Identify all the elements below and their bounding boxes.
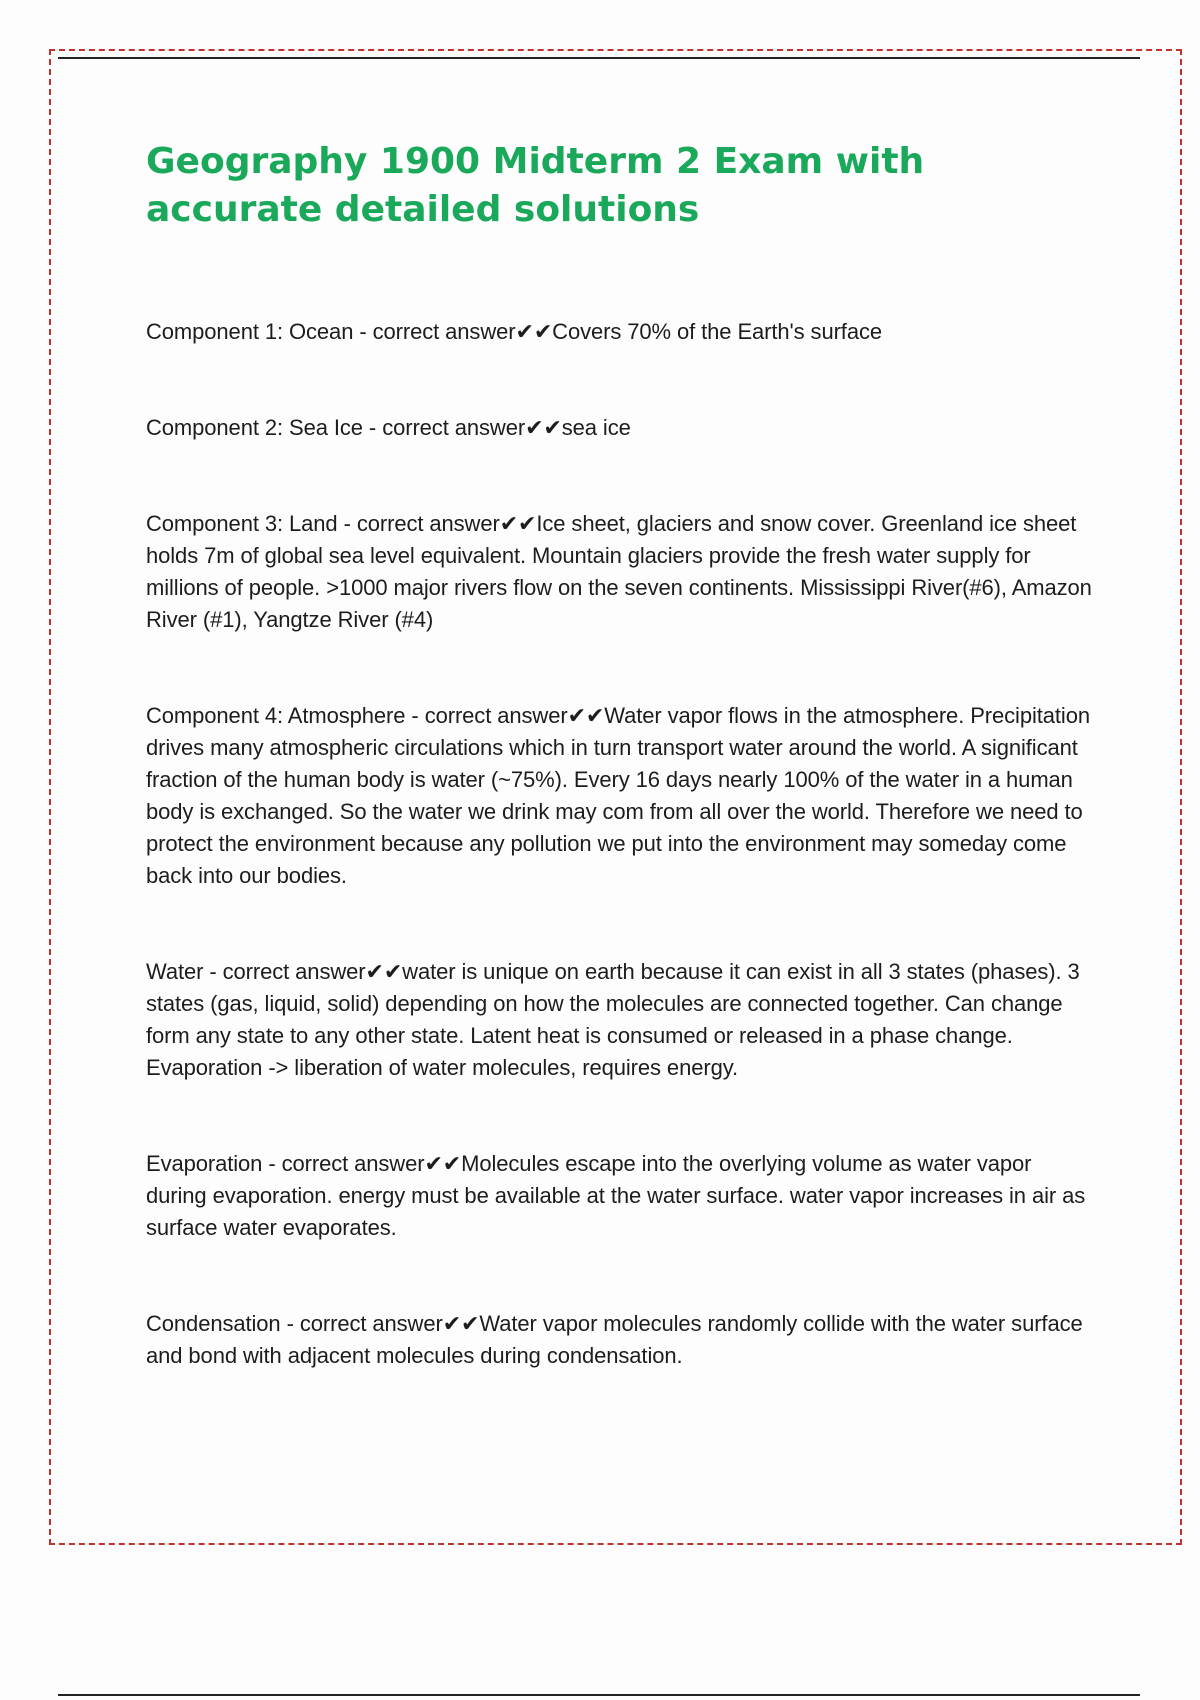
double-check-icon: ✔✔ (424, 1151, 462, 1176)
separator: - (362, 415, 383, 440)
question-text: Component 2: Sea Ice (146, 415, 363, 440)
question-text: Water (146, 959, 204, 984)
top-divider (58, 57, 1140, 59)
answer-text: Molecules escape into the overlying volume as water vapor during evaporation. energy must be available at the water surface. water vapor increases in air as surface water evaporates. (146, 1151, 1086, 1240)
answer-text: Ice sheet, glaciers and snow cover. Greenland ice sheet holds 7m of global sea level equivalent. Mountain glaciers provide the fresh water supply for millions of people. >1000 major rivers flow on the seven continents. Mississippi River(#6), Amazon River (#1), Yangtze River (#4) (146, 511, 1092, 632)
document-content (146, 138, 1096, 1436)
answer-text: sea ice (561, 415, 631, 440)
double-check-icon: ✔✔ (525, 415, 562, 440)
question-text: Component 3: Land (146, 511, 338, 536)
separator: - (405, 703, 425, 728)
double-check-icon: ✔✔ (515, 319, 553, 344)
qa-item (146, 412, 1096, 444)
qa-list (146, 316, 1096, 1372)
separator: - (337, 511, 357, 536)
question-text: Component 1: Ocean (146, 319, 354, 344)
answer-label: correct answer (281, 1151, 425, 1176)
qa-item (146, 956, 1096, 1084)
double-check-icon: ✔✔ (365, 959, 403, 984)
separator: - (353, 319, 373, 344)
qa-item (146, 1148, 1096, 1244)
separator: - (262, 1151, 282, 1176)
qa-item (146, 700, 1096, 892)
answer-label: correct answer (356, 511, 500, 536)
answer-text: Water vapor flows in the atmosphere. Precipitation drives many atmospheric circulations which in turn transport water around the world. A significant fraction of the human body is water (~75%). Every 16 days nearly 100% of the water in a human body is exchanged. So the water we drink may com from all over the world. Therefore we need to protect the environment because any pollution we put into the environment may someday come back into our bodies. (146, 703, 1090, 888)
question-text: Component 4: Atmosphere (146, 703, 406, 728)
bottom-divider (58, 1694, 1140, 1696)
document-title: Geography 1900 Midterm 2 Exam with accurate detailed solutions (146, 141, 925, 230)
double-check-icon: ✔✔ (499, 511, 537, 536)
answer-label: correct answer (299, 1311, 443, 1336)
qa-item (146, 1308, 1096, 1372)
qa-item (146, 316, 1096, 348)
double-check-icon: ✔✔ (442, 1311, 480, 1336)
answer-text: water is unique on earth because it can exist in all 3 states (phases). 3 states (gas, liquid, solid) depending on how the molecules are connected together. Can change form any state to any other state. Latent heat is consumed or released in a phase change. Evaporation -> liberation of water molecules, requires energy. (146, 959, 1080, 1080)
answer-label: correct answer (222, 959, 366, 984)
double-check-icon: ✔✔ (567, 703, 605, 728)
answer-label: correct answer (424, 703, 568, 728)
answer-text: Water vapor molecules randomly collide with the water surface and bond with adjacent molecules during condensation. (146, 1311, 1083, 1368)
separator: - (203, 959, 223, 984)
answer-label: correct answer (382, 415, 526, 440)
answer-text: Covers 70% of the Earth's surface (552, 319, 882, 344)
question-text: Condensation (146, 1311, 281, 1336)
question-text: Evaporation (146, 1151, 263, 1176)
qa-item (146, 508, 1096, 636)
answer-label: correct answer (372, 319, 516, 344)
separator: - (280, 1311, 300, 1336)
